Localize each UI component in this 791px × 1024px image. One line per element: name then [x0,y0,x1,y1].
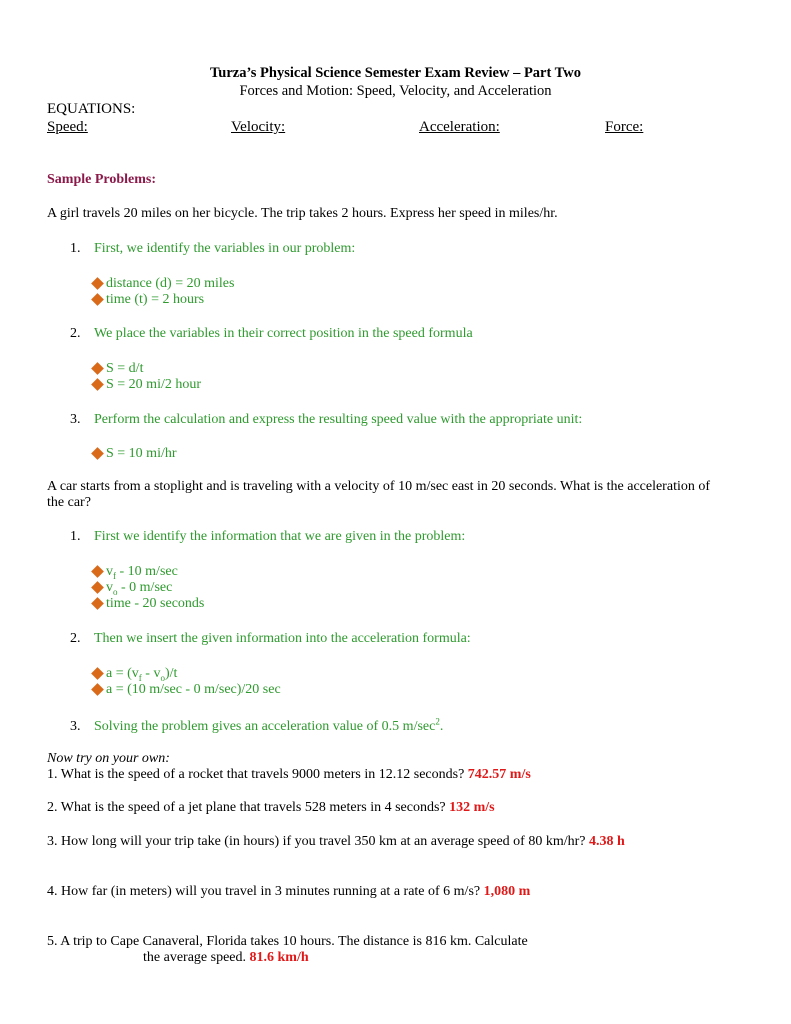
problem1-step3 [70,412,582,428]
problem2-question-line2: the car? [47,495,91,510]
practice-heading: Now try on your own: [47,751,170,766]
bullet-item: distance (d) = 20 miles [90,276,234,292]
velocity-label: Velocity: [231,119,286,135]
step-number: 2. [70,326,81,341]
acceleration-label: Acceleration: [419,119,500,135]
problem2-question-line1: A car starts from a stoplight and is traveling with a velocity of 10 m/sec east in 20 seconds. What is the acceleration of [47,479,711,494]
bullet-item: S = 10 mi/hr [90,446,177,462]
bullet-item: time (t) = 2 hours [90,292,204,308]
page-title: Turza’s Physical Science Semester Exam Review – Part Two [209,65,582,81]
step-text: Solving the problem gives an acceleration value of 0.5 $m/\sec^2$. [94,716,444,734]
problem1-step1 [70,241,355,257]
step-number: 1. [70,241,81,256]
bullet-item: $a = (v_f - v_o)/t$ [90,666,177,683]
step-text: We place the variables in their correct position in the speed formula [94,326,473,341]
bullet-item: $v_o - 0$ m/sec [90,580,172,597]
equations-heading: EQUATIONS: [47,101,136,117]
bullet-item: $v_f - 10$ m/sec [90,564,178,581]
bullet-item: S = 20 mi/2 hour [90,377,201,393]
answer: 132 m/s [449,800,495,815]
practice-question-3: 3. How long will your trip take (in hours) if you travel 350 km at an average speed of 80 km/hr? 4.38 h [47,834,625,849]
diamond-bullet-icon [91,565,104,578]
bullet-item: time - 20 seconds [90,596,204,612]
answer: 742.57 m/s [467,767,531,782]
step-number: 1. [70,529,81,544]
answer: 4.38 h [588,834,625,849]
answer: 81.6 km/h [249,950,309,965]
step-text: Then we insert the given information into the acceleration formula: [94,631,471,646]
step-number: 3. [70,718,81,734]
bullet-item: S = d/t [90,361,143,377]
problem1-step2 [70,326,473,342]
page-subtitle: Forces and Motion: Speed, Velocity, and Acceleration [239,83,552,99]
bullet-item: a = (10 m/sec - 0 m/sec)/20 sec [90,682,281,698]
speed-label: Speed: [47,119,88,135]
diamond-bullet-icon [91,597,104,610]
force-label: Force: [605,119,644,135]
step-text: First, we identify the variables in our problem: [94,241,356,256]
diamond-bullet-icon [91,581,104,594]
diamond-bullet-icon [91,277,104,290]
practice-question-1: 1. What is the speed of a rocket that travels 9000 meters in 12.12 seconds? 742.57 m/s [47,767,531,782]
problem2-step3 [70,716,443,735]
step-number: 2. [70,631,81,646]
practice-question-5-line1: 5. A trip to Cape Canaveral, Florida takes 10 hours. The distance is 816 km. Calculate [47,934,528,949]
diamond-bullet-icon [91,447,104,460]
practice-question-2: 2. What is the speed of a jet plane that travels 528 meters in 4 seconds? 132 m/s [47,800,495,815]
diamond-bullet-icon [91,683,104,696]
step-text: First we identify the information that we are given in the problem: [94,529,466,544]
diamond-bullet-icon [91,667,104,680]
diamond-bullet-icon [91,362,104,375]
step-number: 3. [70,412,81,427]
sample-problems-heading: Sample Problems: [47,172,157,187]
problem2-step2 [70,631,471,647]
practice-question-5-line2: the average speed. 81.6 km/h [143,950,309,965]
diamond-bullet-icon [91,378,104,391]
practice-question-4: 4. How far (in meters) will you travel in 3 minutes running at a rate of 6 m/s? 1,080 m [47,884,531,899]
problem1-question: A girl travels 20 miles on her bicycle. The trip takes 2 hours. Express her speed in miles/hr. [47,206,558,221]
answer: 1,080 m [483,884,531,899]
problem2-step1 [70,529,465,545]
diamond-bullet-icon [91,293,104,306]
step-text: Perform the calculation and express the resulting speed value with the appropriate unit: [94,412,583,427]
